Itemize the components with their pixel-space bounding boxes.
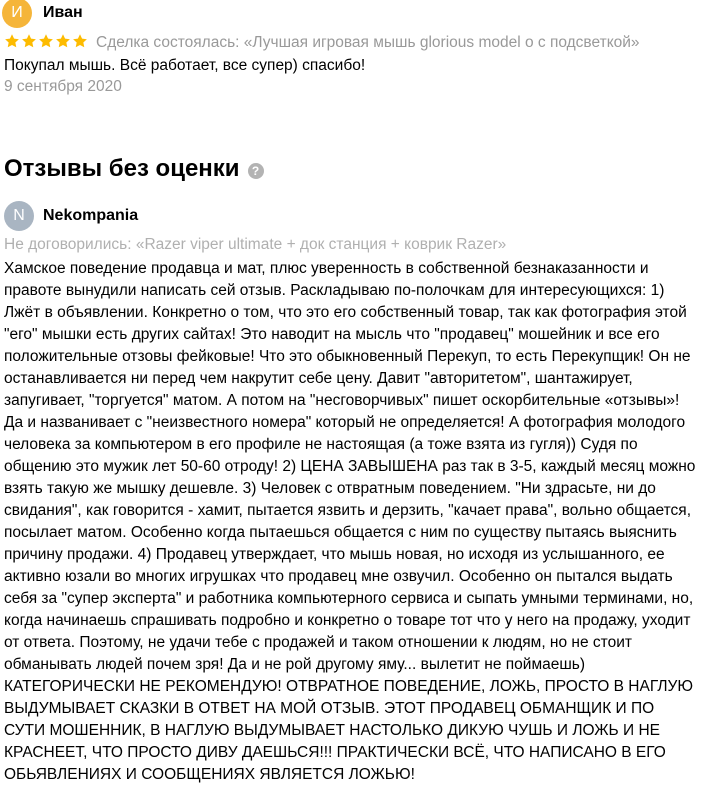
star-icon [21, 33, 37, 49]
review-line: посылает матом. Особенно когда пытаешься общается с ним по существу пытаясь выяснить [4, 524, 677, 541]
review-line: от ответа. Поэтому, не удачи тебе с продажей и таком отношении к людям, но не стоит [4, 634, 632, 651]
section-title-text: Отзывы без оценки [4, 155, 240, 182]
deal-status: Не договорились: «Razer viper ultimate + док станция + коврик Razer» [4, 236, 507, 253]
author-name[interactable]: Nekompania [43, 207, 139, 224]
help-icon[interactable]: ? [248, 163, 264, 179]
review-line: общению это мужик лет 50-60 отроду! 2) ЦЕНА ЗАВЫШЕНА раз так в 3-5, каждый месяц можно [4, 458, 696, 475]
star-icon [72, 33, 88, 49]
review-text [4, 258, 712, 786]
review-line: Да и названивает с "неизвестного номера" который не определяется! А фотография молодого [4, 414, 686, 431]
avatar[interactable]: N [4, 201, 34, 231]
review-line: себя за "супер эксперта" и работника компьютерного сервиса и сыпать умными терминами, но, [4, 590, 694, 607]
review-line: ОБЬЯВЛЕНИЯХ И СООБЩЕНИЯХ ЯВЛЯЕТСЯ ЛОЖЬЮ! [4, 766, 415, 783]
review-line: правоте вынудили написать сей отзыв. Раскладываю по-полочкам для интересующихся: 1) [4, 282, 665, 299]
review-line: останавливается ни перед чем накрутит себе цену. Давит "авторитетом", шантажирует, [4, 370, 633, 387]
avatar[interactable]: И [2, 0, 32, 28]
star-icon [4, 33, 20, 49]
star-icon [38, 33, 54, 49]
review-line: ВЫДУМЫВАЕТ СКАЗКИ В ОТВЕТ НА МОЙ ОТЗЫВ. ЭТОТ ПРОДАВЕЦ ОБМАНЩИК И ПО [4, 700, 655, 717]
review-line: Хамское поведение продавца и мат, плюс уверенность в собственной безнаказанности и [4, 260, 649, 277]
deal-status: Сделка состоялась: «Лучшая игровая мышь glorious model o с подсветкой» [96, 34, 640, 51]
rating-stars [4, 33, 88, 49]
review-line: обманывать людей почем зря! Да и не рой другому яму... вылетит не поймаешь) [4, 656, 586, 673]
review-line: причину продажи. 4) Продавец утверждает, что мышь новая, но исходя из услышанного, ее [4, 546, 665, 563]
review-line: КАТЕГОРИЧЕСКИ НЕ РЕКОМЕНДУЮ! ОТВРАТНОЕ ПОВЕДЕНИЕ, ЛОЖЬ, ПРОСТО В НАГЛУЮ [4, 678, 694, 695]
review-line: активно юзали во многих игрушках что продавец мне озвучил. Особенно он пытался выдать [4, 568, 673, 585]
review-line: КРАСНЕЕТ, ЧТО ПРОСТО ДИВУ ДАЕШЬСЯ!!! ПРАКТИЧЕСКИ ВСЁ, ЧТО НАПИСАНО В ЕГО [4, 744, 666, 761]
review-date: 9 сентября 2020 [4, 78, 122, 95]
section-title [4, 155, 264, 183]
review-line: "его" мышки есть других сайтах! Это наводит на мысль что "продавец" мошейник и все его [4, 326, 660, 343]
review-line: когда начинаешь спрашивать подробно и конкретно о товаре тот что у него на продажу, уходит [4, 612, 691, 629]
star-icon [55, 33, 71, 49]
author-name[interactable]: Иван [43, 4, 83, 21]
review-line: СУТИ МОШЕННИК, В НАГЛУЮ ВЫДУМЫВАЕТ НАСТОЛЬКО ДИКУЮ ЧУШЬ И ЛОЖЬ И НЕ [4, 722, 660, 739]
review-line: положительные отзовы фейковые! Что это обыкновенный Перекуп, то есть Перекупщик! Он не [4, 348, 691, 365]
review-line: свидания", как говорится - хамит, пытается язвить и дерзить, "качает права", вольно общается, [4, 502, 692, 519]
review-line: Лжёт в объявлении. Конкретно о том, что это его собственный товар, так как фотография этой [4, 304, 687, 321]
review-line: взять такую же мышку дешевле. 3) Человек с отвратным поведением. "Ни здрасьте, ни до [4, 480, 656, 497]
review-line: человека за компьютером в его профиле не настоящая (а тоже взята из гугля)) Судя по [4, 436, 638, 453]
review-text: Покупал мышь. Всё работает, все супер) спасибо! [4, 57, 366, 74]
review-line: запугивает, "торгуется" матом. А потом на "несговорчивых" пишет оскорбительные «отзывы»! [4, 392, 680, 409]
